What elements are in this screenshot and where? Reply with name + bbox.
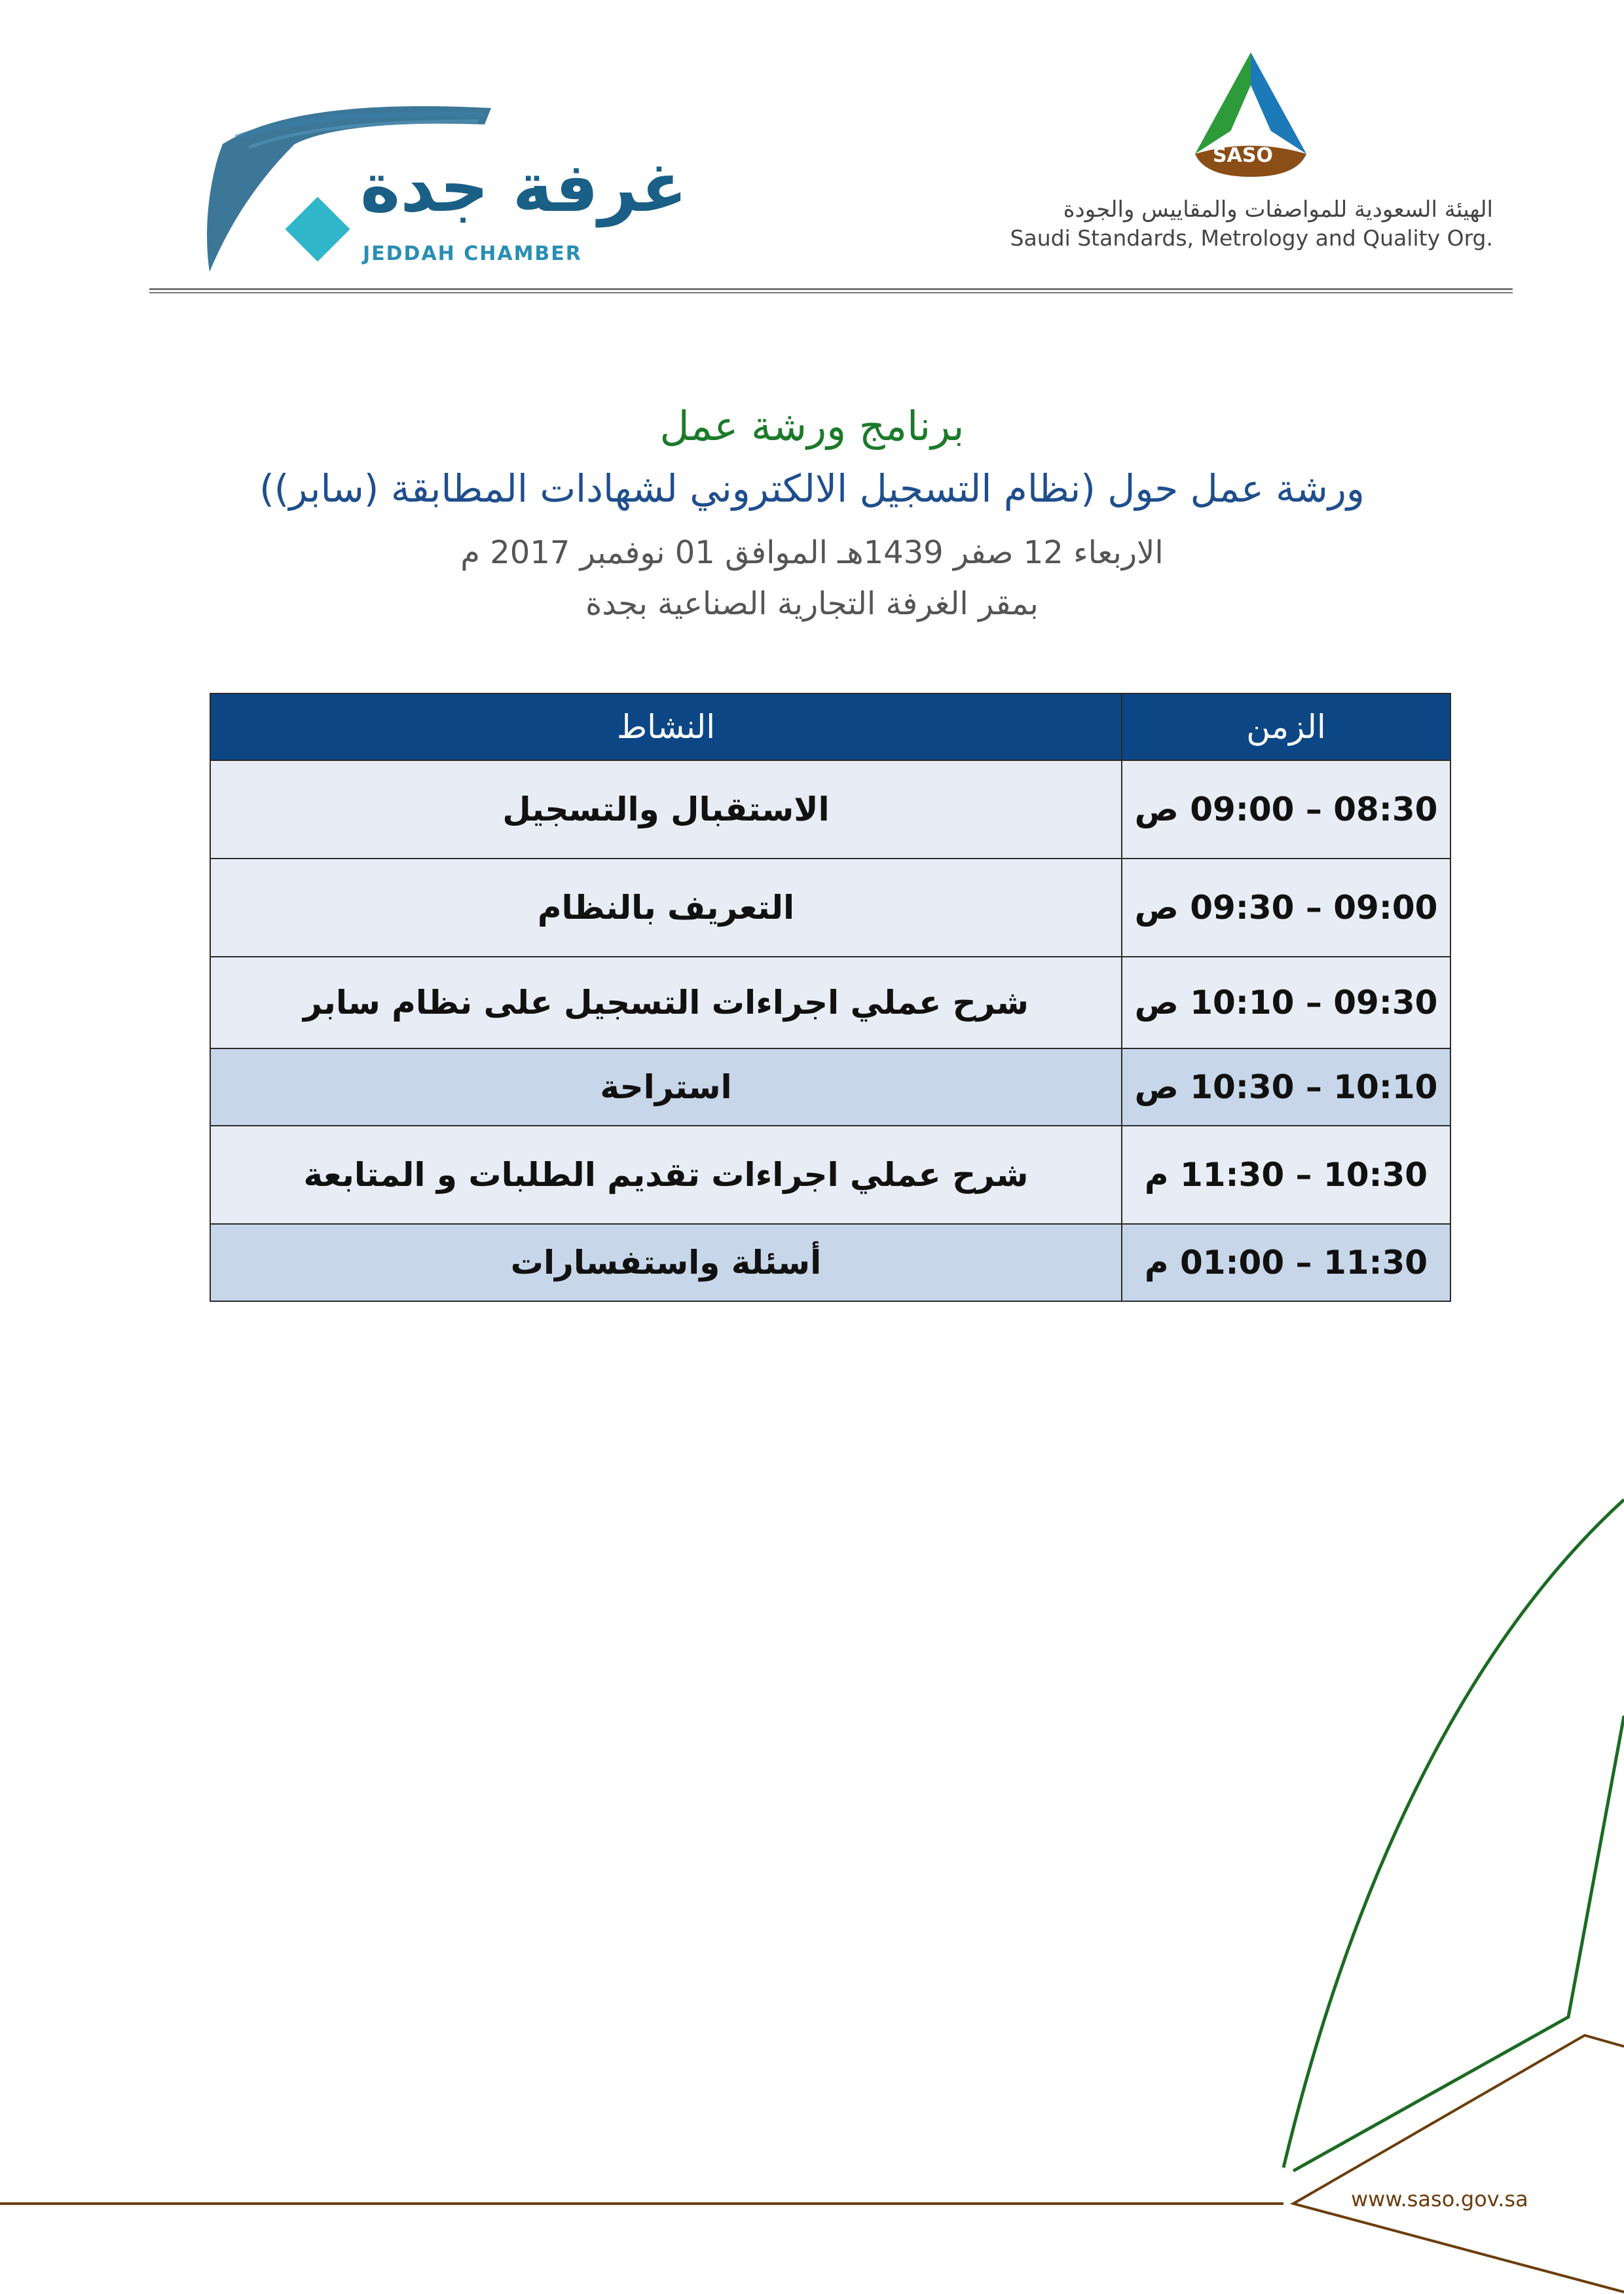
activity-cell: شرح عملي اجراءات التسجيل على نظام سابر (210, 957, 1122, 1048)
time-cell: 09:30 – 10:10 ص (1122, 957, 1450, 1048)
saso-logo-text: SASO (1213, 144, 1273, 167)
jeddah-chamber-name-ar: غرفة جدة (360, 147, 688, 227)
footer-website-link[interactable]: www.saso.gov.sa (1351, 2187, 1528, 2211)
green-curve-large (1283, 1500, 1624, 2168)
activity-cell: شرح عملي اجراءات تقديم الطلبات و المتابعة (210, 1126, 1122, 1224)
jeddah-chamber-name-en: JEDDAH CHAMBER (363, 242, 582, 265)
time-cell: 10:30 – 11:30 م (1122, 1126, 1450, 1224)
time-cell: 10:10 – 10:30 ص (1122, 1048, 1450, 1126)
time-cell: 11:30 – 01:00 م (1122, 1224, 1450, 1301)
venue-line: بمقر الغرفة التجارية الصناعية بجدة (585, 585, 1039, 622)
workshop-title: ورشة عمل حول (نظام التسجيل الالكتروني لشهادات المطابقة (سابر)) (259, 466, 1365, 511)
date-line: الاربعاء 12 صفر 1439هـ الموافق 01 نوفمبر 2017 م (460, 534, 1164, 571)
activity-cell: الاستقبال والتسجيل (210, 760, 1122, 859)
activity-cell: استراحة (210, 1048, 1122, 1126)
saso-org-name-en: Saudi Standards, Metrology and Quality Org. (1010, 225, 1493, 251)
header-time: الزمن (1122, 694, 1450, 760)
brown-arrow-outline (1293, 2035, 1624, 2292)
activity-cell: التعريف بالنظام (210, 859, 1122, 957)
saso-org-name-ar: الهيئة السعودية للمواصفات والمقاييس والجودة (1063, 196, 1493, 223)
header-activity: النشاط (210, 694, 1122, 760)
time-cell: 09:00 – 09:30 ص (1122, 859, 1450, 957)
program-title: برنامج ورشة عمل (659, 402, 965, 450)
green-curve-inner (1293, 1716, 1624, 2171)
activity-cell: أسئلة واستفسارات (210, 1224, 1122, 1301)
time-cell: 08:30 – 09:00 ص (1122, 760, 1450, 859)
